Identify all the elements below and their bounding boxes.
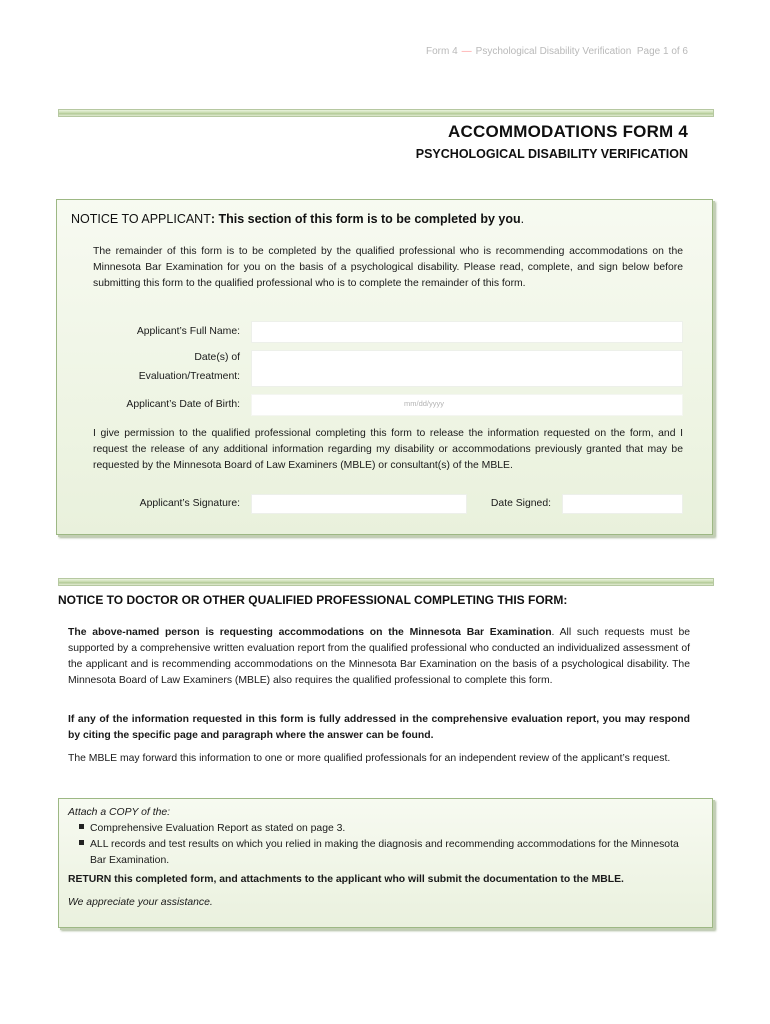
applicant-intro-text: The remainder of this form is to be completed by the qualified professional who is recommending accommodations on the Minnesota Bar Examination for you on the basis of a psychological disability. Please read, complete, and sign below before submitting this form to the qualified professional who is to complete the remainder of this form. [93,246,683,289]
doctor-request-text: . All such requests must be supported by a comprehensive written evaluation report from the qualified professional who conducted an individualized assessment of the applicant and is recommending accommodations on the Minnesota Bar Examination on the basis of a psychological disability. The Minnesota Board of Law Examiners (MBLE) also requires the qualified professional to complete this form. [68,627,691,686]
square-bullet-icon [79,824,84,829]
attach-lead-text: Attach a COPY of the: [68,807,171,818]
attachments-section [58,798,713,928]
form-title-block [416,122,688,161]
header-separator: — [461,46,472,57]
form-subtitle: PSYCHOLOGICAL DISABILITY VERIFICATION [415,147,688,161]
applicant-section [56,199,713,535]
applicant-notice-emphasis: : This section of this form is to be completed by you [210,212,521,226]
attach-bullet-2-text: ALL records and test results on which you relied in making the diagnosis and recommending accommodations for the Minnesota Bar Examination. [90,839,679,866]
top-divider-rule [58,109,714,117]
signature-label: Applicant’s Signature: [139,498,240,509]
permission-text: I give permission to the qualified professional completing this form to release the information requested on the form, and I request the release of any additional information regarding my disability or accommodations previously granted that may be requested by the Minnesota Board of Law Examiners (MBLE) or consultant(s) of the MBLE. [93,428,683,471]
attach-bullet-1-text: Comprehensive Evaluation Report as stated on page 3. [90,823,346,834]
header-page-number: Page 1 of 6 [636,46,688,57]
evaluation-dates-label-line1: Date(s) of [194,352,240,363]
page-header [426,46,688,57]
doctor-notice-heading: NOTICE TO DOCTOR OR OTHER QUALIFIED PROFESSIONAL COMPLETING THIS FORM: [58,593,568,607]
applicant-notice-period: . [520,212,525,226]
square-bullet-icon [79,840,84,845]
signature-field[interactable] [251,494,467,514]
date-signed-field[interactable] [562,494,683,514]
middle-divider-rule [58,578,714,586]
date-of-birth-label: Applicant’s Date of Birth: [126,399,240,410]
doctor-paragraph-citation: If any of the information requested in this form is fully addressed in the comprehensive evaluation report, you may respond by citing the specific page and paragraph where the answer can be found. [68,714,690,741]
form-title: ACCOMMODATIONS FORM 4 [448,122,688,141]
thanks-text: We appreciate your assistance. [68,897,213,908]
evaluation-dates-field[interactable] [251,350,683,387]
date-signed-label: Date Signed: [490,498,551,509]
full-name-field[interactable] [251,321,683,343]
applicant-notice-prefix: NOTICE TO APPLICANT [71,212,211,226]
header-form-name: Form 4 [425,46,458,57]
evaluation-dates-label [93,350,240,385]
doctor-paragraph-request [68,625,690,689]
date-of-birth-field[interactable] [251,394,683,416]
evaluation-dates-label-line2: Evaluation/Treatment: [138,371,240,382]
doctor-paragraph-review: The MBLE may forward this information to one or more qualified professionals for an independent review of the applicant’s request. [68,753,671,764]
date-of-birth-placeholder: mm/dd/yyyy [404,399,445,408]
full-name-label: Applicant’s Full Name: [136,326,240,337]
return-instruction: RETURN this completed form, and attachments to the applicant who will submit the documentation to the MBLE. [68,874,624,885]
header-subject: Psychological Disability Verification [475,46,632,57]
applicant-notice-heading [71,212,524,226]
doctor-request-emphasis: The above-named person is requesting accommodations on the Minnesota Bar Examination [68,627,552,638]
